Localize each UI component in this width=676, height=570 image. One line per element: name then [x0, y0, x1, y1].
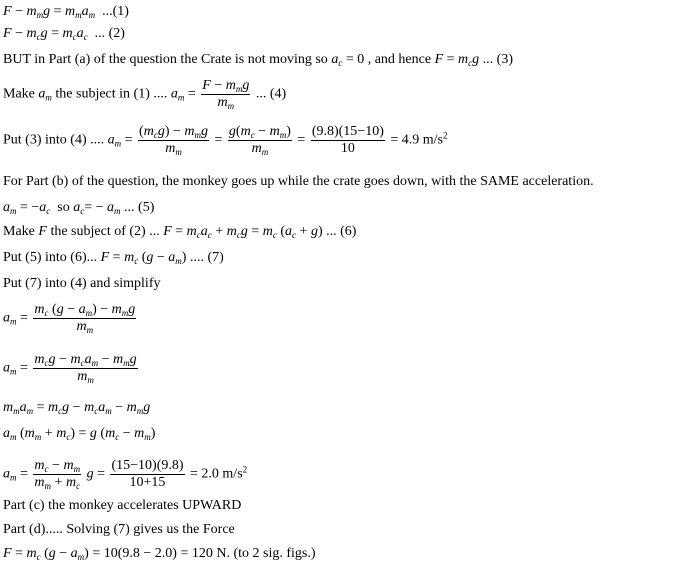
step-substitute: $a_m$ = $m_c$ $(g - a_m) - m_mg$ $m_m$	[3, 302, 136, 335]
final-force: $F = m_c$ $(g - a_m) = 10(9.8 - 2.0) = 120$ N. (to 2 sig. figs.)	[3, 546, 316, 562]
equation-6: Make F the subject of (2) ... $F = m_ca_c + m_cg = m_c$ $(a_c + g)$ ... (6)	[3, 224, 357, 240]
equation-5: $a_m = -a_c$ so $a_c= - a_m$ ... (5)	[3, 200, 155, 216]
fraction: $m_cg - m_ca_m - m_mg$ $m_m$	[34, 352, 137, 385]
part-a-statement: BUT in Part (a) of the question the Crate is not moving so $a_c = 0$ , and hence $F = m_cg$ ... (3)	[3, 52, 513, 68]
part-a-and: , and hence	[367, 52, 432, 67]
step-factor: $a_m$ $(m_m + m_c) = g$ $(m_c - m_m)$	[3, 426, 156, 442]
part-a-result: Put (3) into (4) .... $a_m$ = $(m_cg) - m_mg$ $m_m$ = $\frac{g(m_c - m_m)}{m_m}$ = $\frac{(9.8)(15-10)}{10}$ = 4.9 $m/s^2$	[3, 124, 448, 157]
fraction: $\frac{m_c - m_m}{m_m + m_c}$	[34, 458, 81, 491]
fraction: $F - m_mg$ $m_m$	[202, 78, 250, 111]
part-d-statement: Part (d)..... Solving (7) gives us the Force	[3, 522, 235, 537]
part-a-text: BUT in Part (a) of the question the Crate is not moving so	[3, 52, 328, 67]
fraction: $\frac{(15-10)(9.8)}{10+15}$	[111, 458, 184, 490]
equation-1: $F - m_mg = m_ma_m$ ...(1)	[3, 4, 129, 20]
eq4-tag: ... (4)	[255, 86, 287, 102]
eq3-tag: ... (3)	[482, 52, 513, 67]
step-expand: $a_m$ = $m_cg - m_ca_m - m_mg$ $m_m$	[3, 352, 137, 385]
eq2-tag: ... (2)	[94, 26, 125, 41]
part-b-result: $a_m$ = $\frac{m_c - m_m}{m_m + m_c}$ g = $\frac{(15-10)(9.8)}{10+15}$ = 2.0 $m/s^2$	[3, 458, 248, 491]
fraction: $(m_cg) - m_mg$ $m_m$	[139, 124, 208, 157]
eq1-tag: ...(1)	[102, 4, 129, 19]
fraction: $\frac{(9.8)(15-10)}{10}$	[311, 124, 384, 156]
put-7-into-4: Put (7) into (4) and simplify	[3, 276, 161, 291]
part-c-statement: Part (c) the monkey accelerates UPWARD	[3, 498, 242, 513]
equation-2: $F - m_cg = m_ca_c$ ... (2)	[3, 26, 125, 42]
equation-7: Put (5) into (6)... $F = m_c$ $(g - a_m)$ .... (7)	[3, 250, 224, 266]
fraction: $m_c$ $(g - a_m) - m_mg$ $m_m$	[34, 302, 136, 335]
equation-4: Make $a_m$ the subject in (1) .... $a_m$ = $F - m_mg$ $m_m$ ... (4)	[3, 78, 287, 111]
step-multiply: $m_ma_m = m_cg - m_ca_m - m_mg$	[3, 400, 151, 416]
fraction: $\frac{g(m_c - m_m)}{m_m}$	[228, 124, 291, 157]
part-b-statement: For Part (b) of the question, the monkey goes up while the crate goes down, with the SAME acceleration.	[3, 174, 594, 189]
